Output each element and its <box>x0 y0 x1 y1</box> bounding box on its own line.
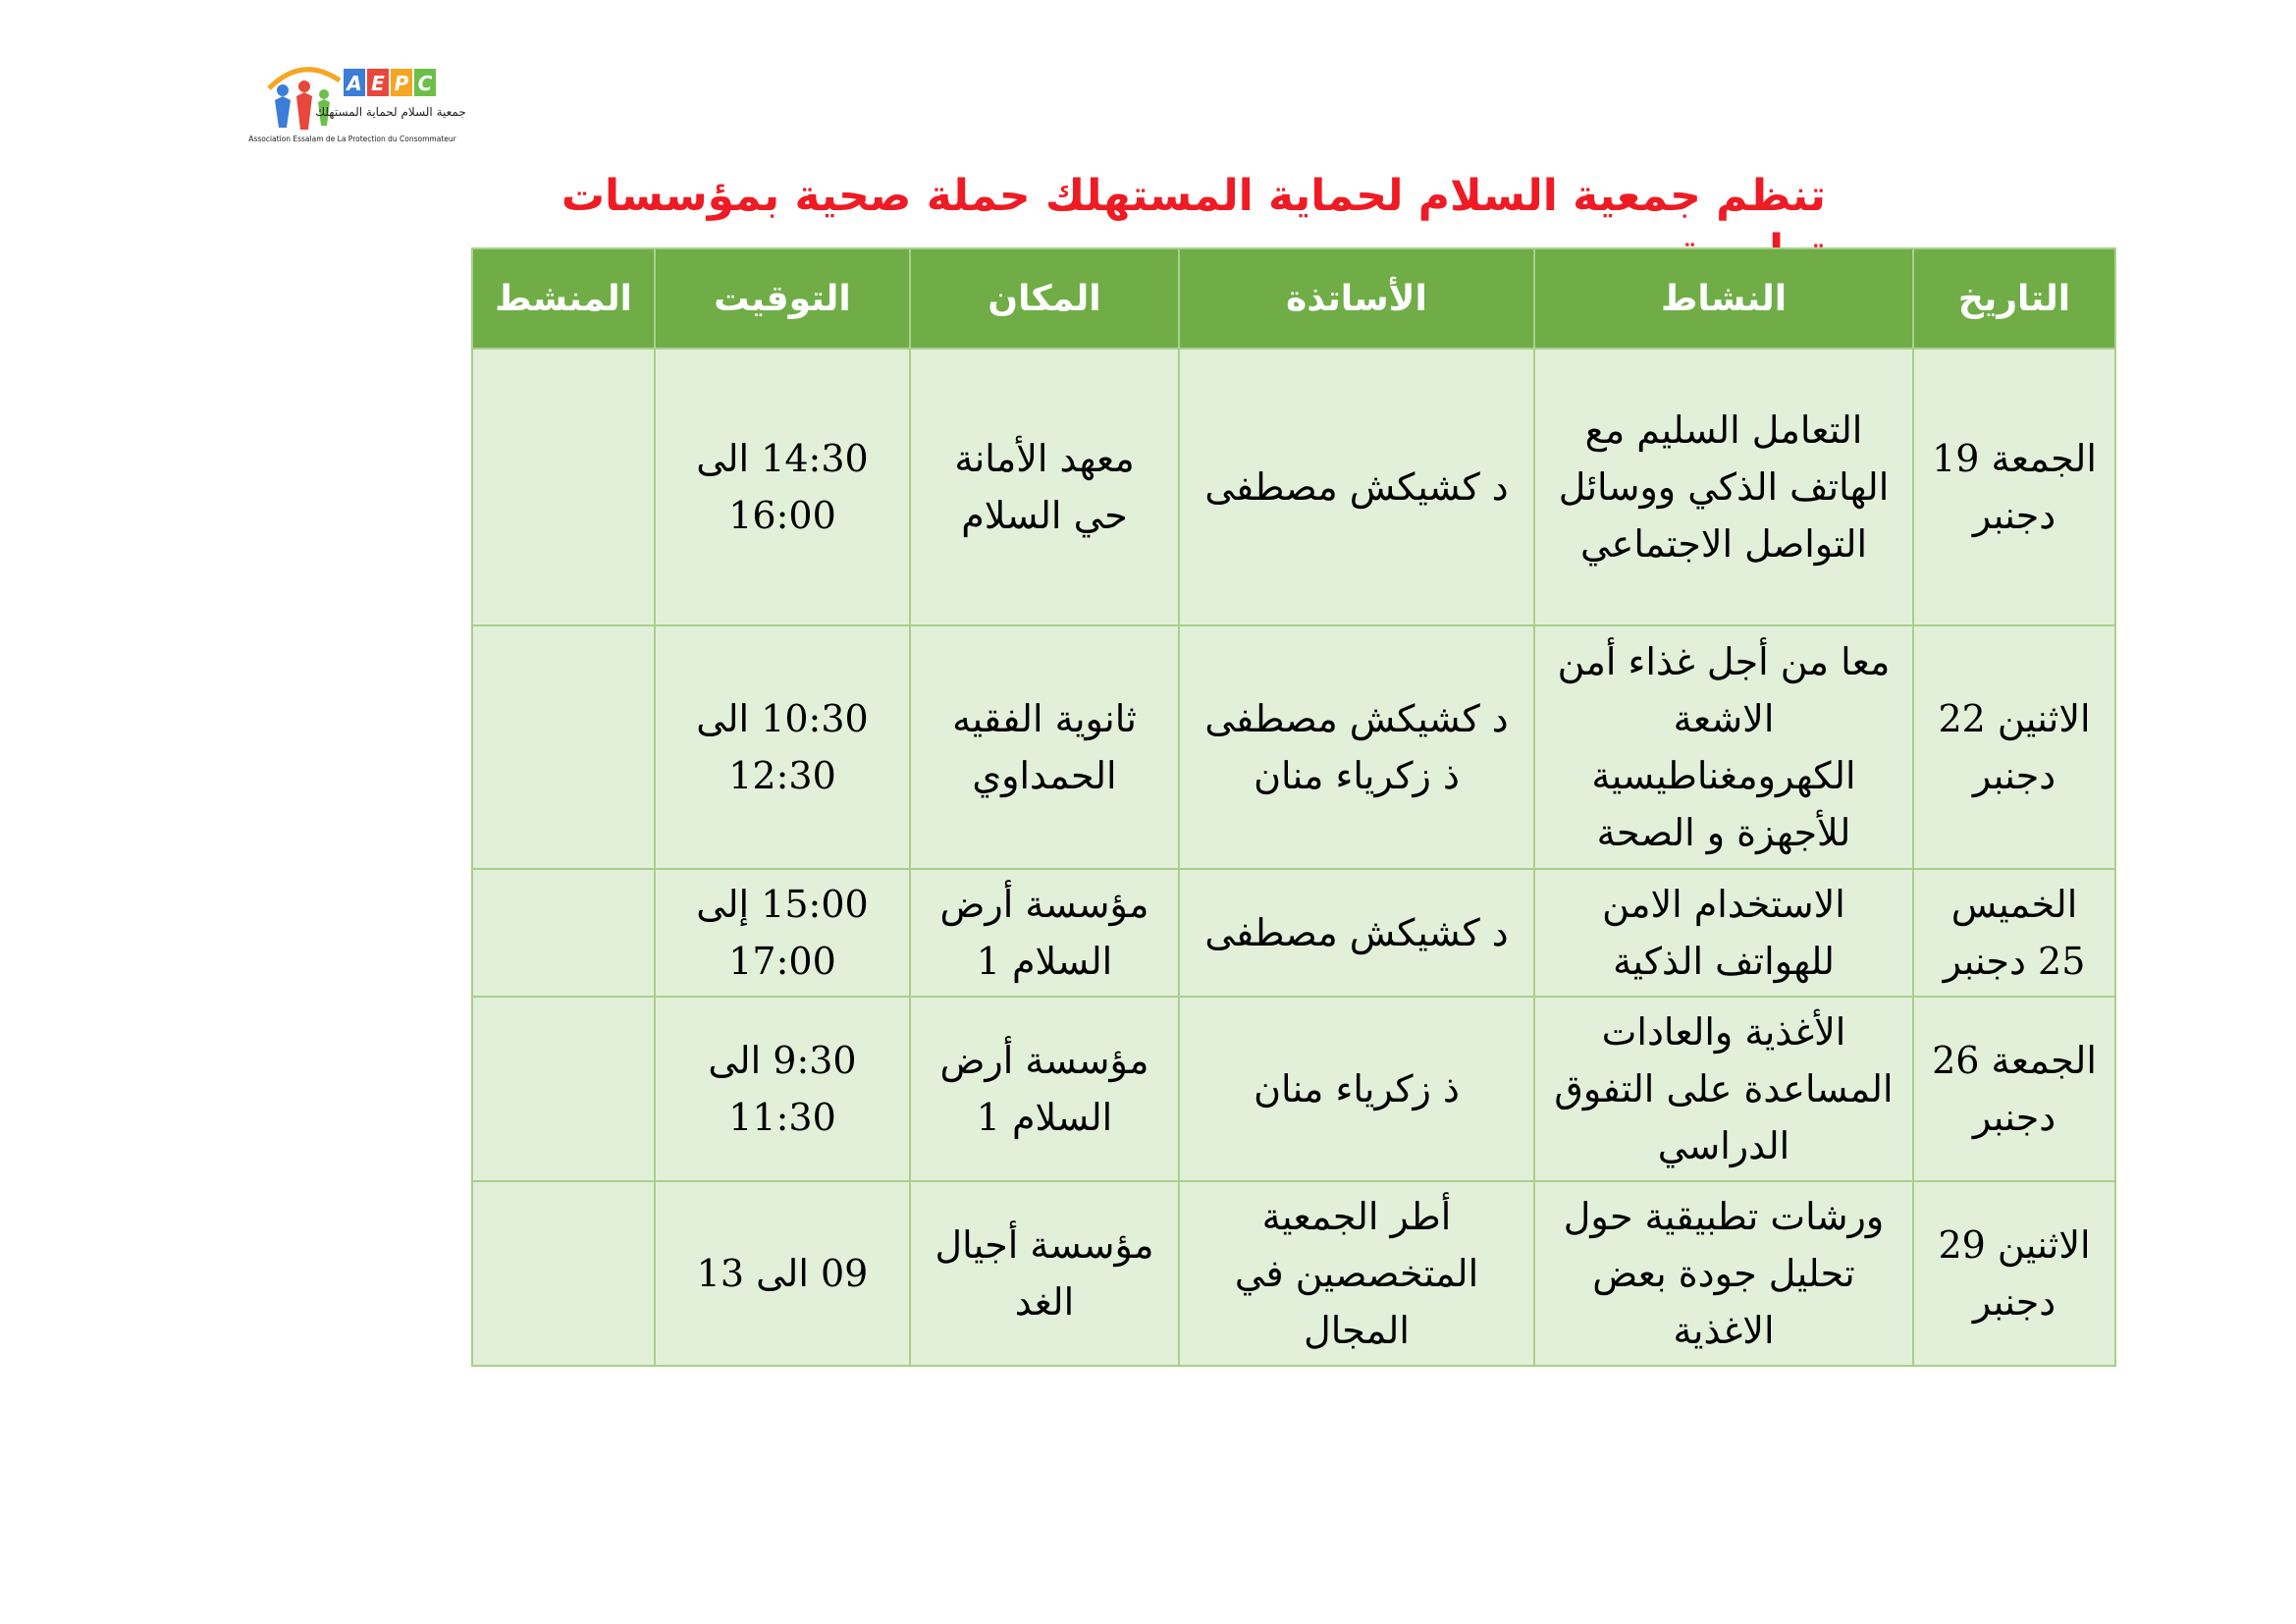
table-row <box>472 1181 2115 1366</box>
svg-text:E: E <box>371 72 385 95</box>
cell-time: 9:30 الى 11:30 <box>655 997 910 1181</box>
cell-time: 09 الى 13 <box>655 1181 910 1366</box>
cell-animator <box>472 349 655 625</box>
cell-animator <box>472 625 655 869</box>
cell-place: معهد الأمانة حي السلام <box>910 349 1179 625</box>
cell-time: 10:30 الى 12:30 <box>655 625 910 869</box>
cell-activity: الأغذية والعادات المساعدة على التفوق الدراسي <box>1534 997 1913 1181</box>
cell-date: الجمعة 19 دجنبر <box>1913 349 2115 625</box>
header-animator: المنشط <box>472 248 655 349</box>
association-logo <box>248 51 466 153</box>
svg-text:P: P <box>394 72 409 95</box>
cell-date: الخميس 25 دجنبر <box>1913 869 2115 997</box>
svg-text:جمعية السلام لحماية المستهلك: جمعية السلام لحماية المستهلك <box>315 105 466 119</box>
cell-teachers: د كشيكش مصطفى ذ زكرياء منان <box>1179 625 1534 869</box>
cell-date: الجمعة 26 دجنبر <box>1913 997 2115 1181</box>
cell-place: مؤسسة أجيال الغد <box>910 1181 1179 1366</box>
cell-teachers: ذ زكرياء منان <box>1179 997 1534 1181</box>
header-time: التوقيت <box>655 248 910 349</box>
cell-animator <box>472 1181 655 1366</box>
table-header-row <box>472 248 2115 349</box>
svg-text:Association Essalam de La Prot: Association Essalam de La Protection du Consommateur <box>248 135 456 143</box>
cell-date: الاثنين 22 دجنبر <box>1913 625 2115 869</box>
schedule-table <box>471 247 2116 1367</box>
header-date: التاريخ <box>1913 248 2115 349</box>
svg-text:A: A <box>347 72 362 95</box>
header-place: المكان <box>910 248 1179 349</box>
table-row <box>472 625 2115 869</box>
cell-teachers: د كشيكش مصطفى <box>1179 349 1534 625</box>
header-activity: النشاط <box>1534 248 1913 349</box>
cell-activity: ورشات تطبيقية حول تحليل جودة بعض الاغذية <box>1534 1181 1913 1366</box>
header-teachers: الأساتذة <box>1179 248 1534 349</box>
cell-place: ثانوية الفقيه الحمداوي <box>910 625 1179 869</box>
cell-animator <box>472 869 655 997</box>
table-row <box>472 349 2115 625</box>
cell-activity: التعامل السليم مع الهاتف الذكي ووسائل التواصل الاجتماعي <box>1534 349 1913 625</box>
cell-activity: معا من أجل غذاء أمن الاشعة الكهرومغناطيسية للأجهزة و الصحة <box>1534 625 1913 869</box>
cell-date: الاثنين 29 دجنبر <box>1913 1181 2115 1366</box>
cell-place: مؤسسة أرض السلام 1 <box>910 869 1179 997</box>
cell-time: 15:00 إلى 17:00 <box>655 869 910 997</box>
cell-activity: الاستخدام الامن للهواتف الذكية <box>1534 869 1913 997</box>
cell-teachers: أطر الجمعية المتخصصين في المجال <box>1179 1181 1534 1366</box>
table-row <box>472 997 2115 1181</box>
svg-text:C: C <box>417 72 433 95</box>
cell-time: 14:30 الى 16:00 <box>655 349 910 625</box>
cell-animator <box>472 997 655 1181</box>
table-row <box>472 869 2115 997</box>
page-title: تنظم جمعية السلام لحماية المستهلك حملة صحية بمؤسسات <box>561 171 1826 221</box>
cell-place: مؤسسة أرض السلام 1 <box>910 997 1179 1181</box>
cell-teachers: د كشيكش مصطفى <box>1179 869 1534 997</box>
